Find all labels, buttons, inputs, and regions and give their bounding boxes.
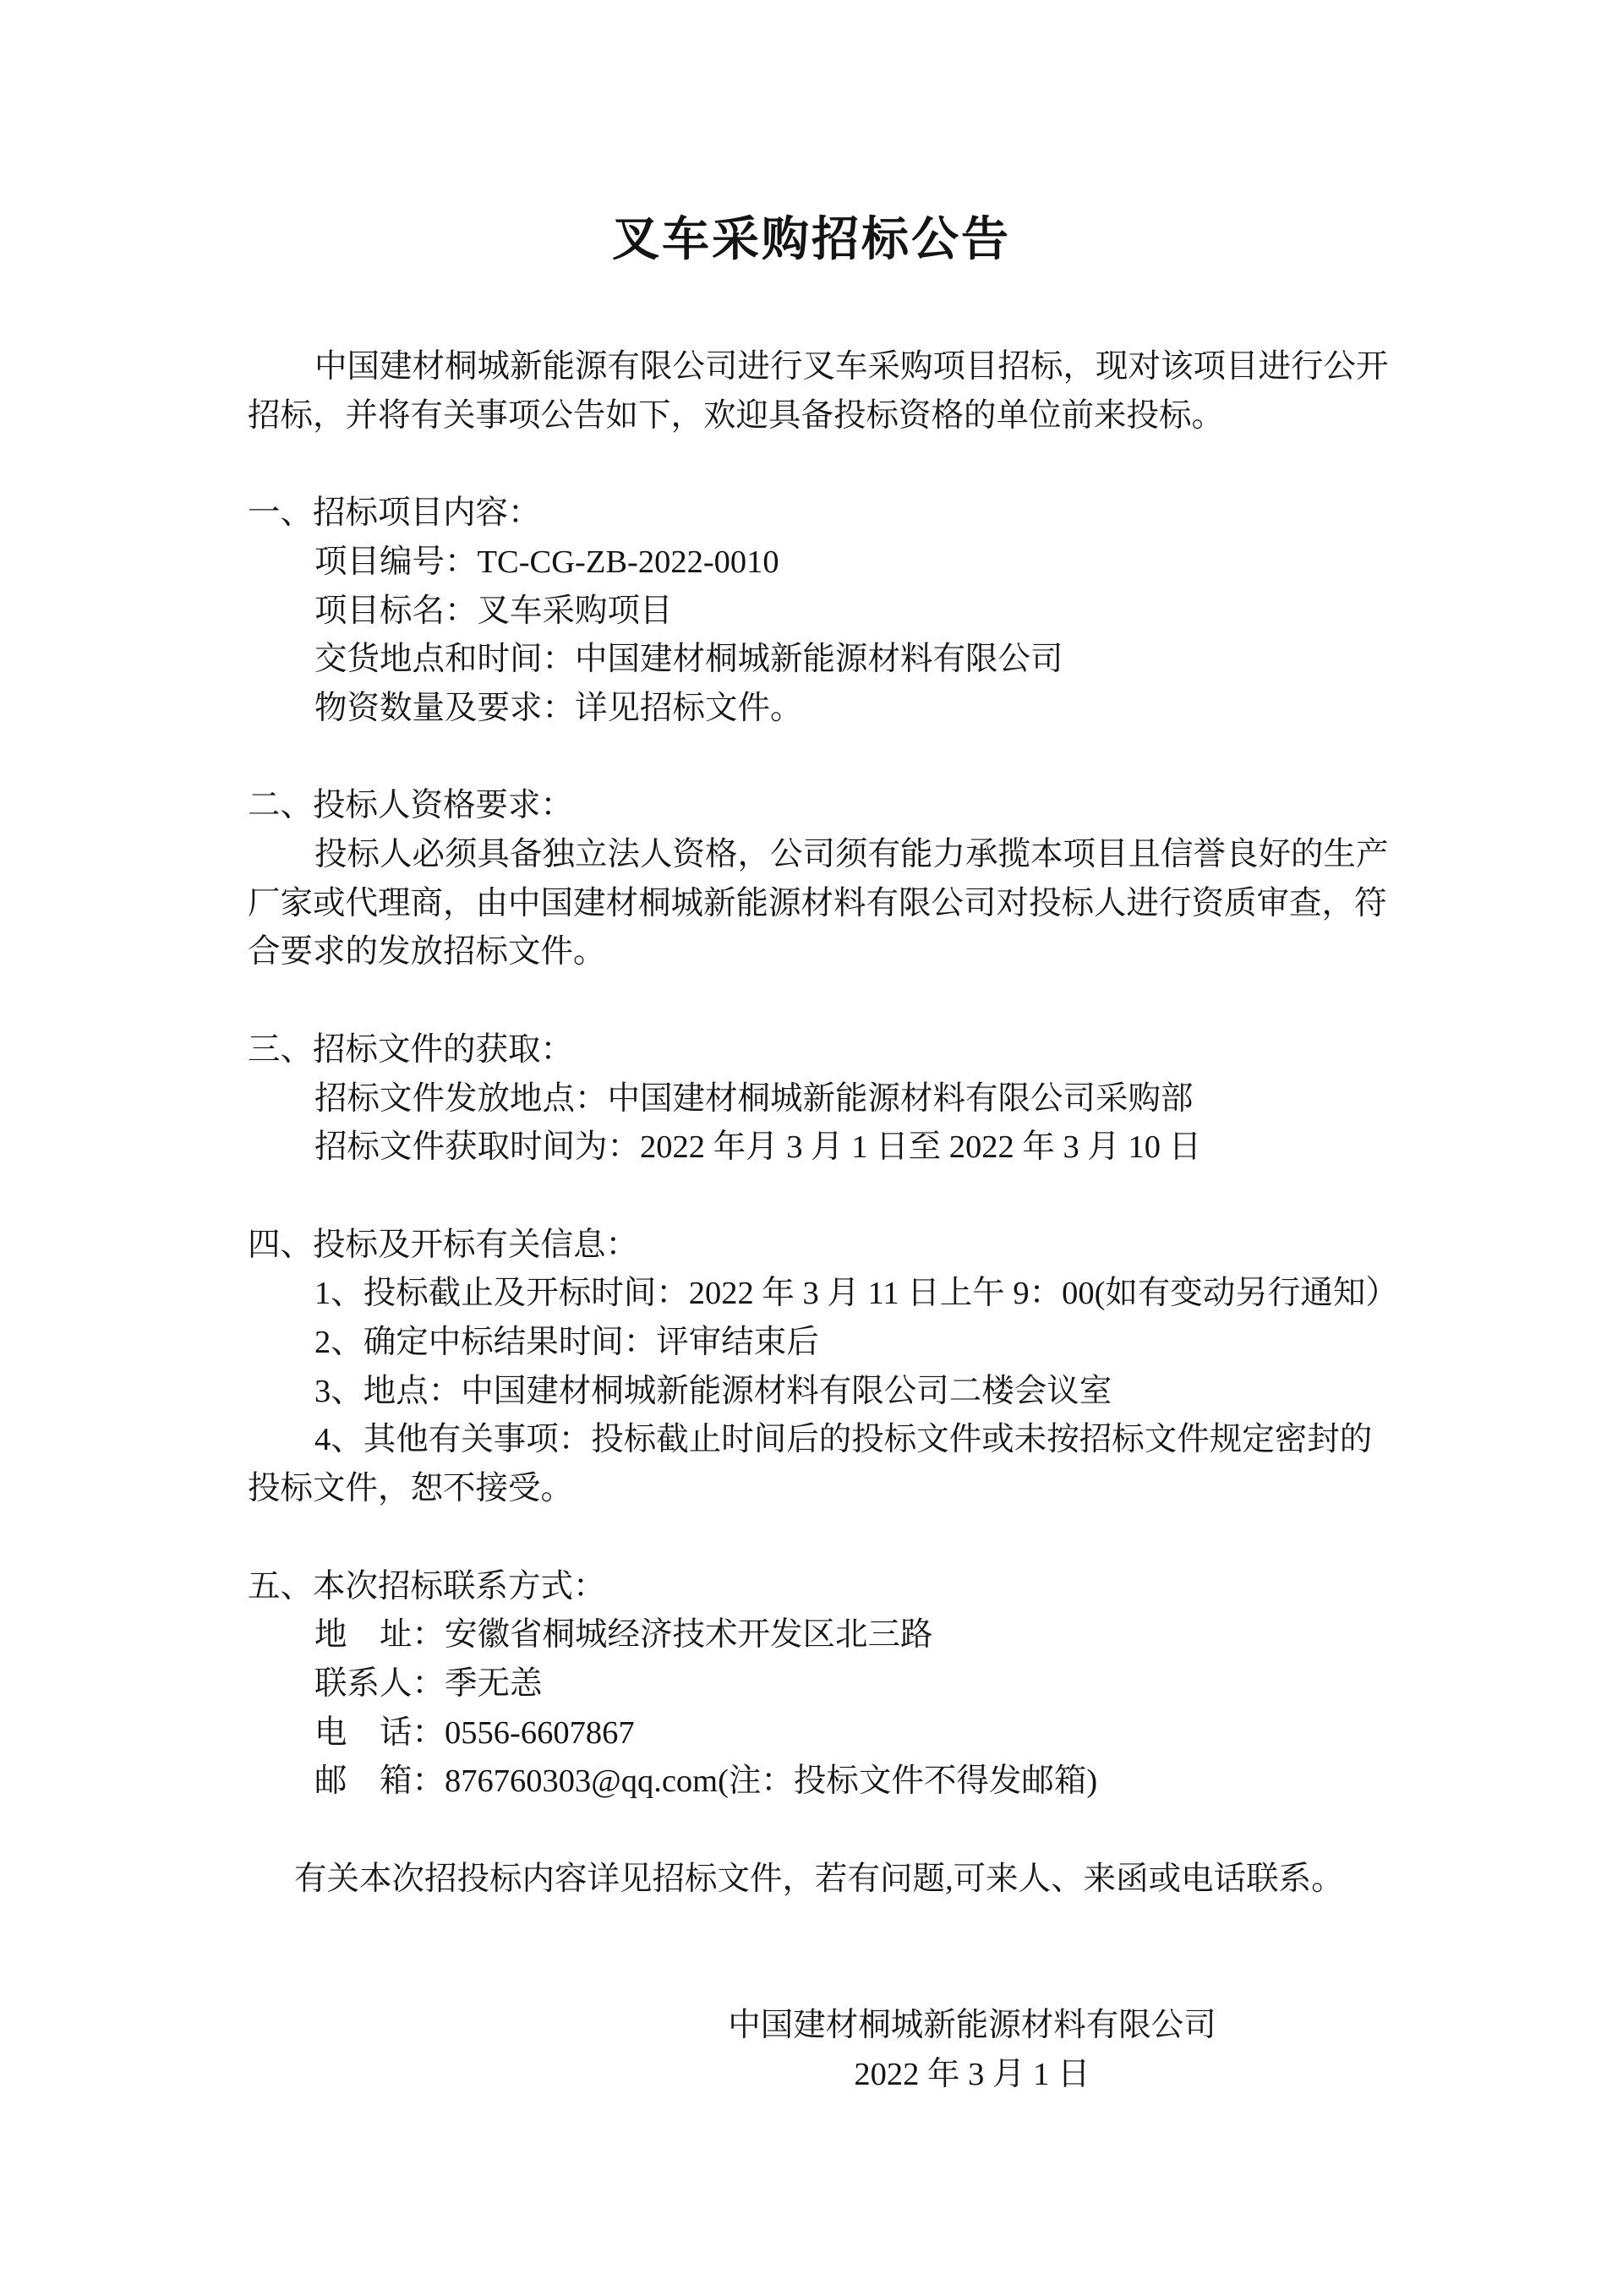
section-3-heading: 三、招标文件的获取： [248, 1032, 574, 1068]
qualification-line-3: 合要求的发放招标文件。 [248, 934, 606, 970]
section-5-heading: 五、本次招标联系方式： [248, 1569, 606, 1604]
contact-phone: 电 话：0556-6607867 [314, 1715, 635, 1751]
document-obtain-time: 招标文件获取时间为：2022 年月 3 月 1 日至 2022 年 3 月 10 日 [314, 1129, 1202, 1165]
contact-address: 地 址：安徽省桐城经济技术开发区北三路 [314, 1617, 933, 1653]
document-issue-place: 招标文件发放地点：中国建材桐城新能源材料有限公司采购部 [314, 1081, 1194, 1117]
qualification-line-2: 厂家或代理商，由中国建材桐城新能源材料有限公司对投标人进行资质审查，符 [248, 886, 1387, 921]
intro-line-1: 中国建材桐城新能源有限公司进行叉车采购项目招标，现对该项目进行公开 [314, 349, 1389, 385]
section-1-heading: 一、招标项目内容： [248, 495, 541, 531]
section-4-heading: 四、投标及开标有关信息： [248, 1227, 639, 1263]
other-matters-line-1: 4、其他有关事项：投标截止时间后的投标文件或未按招标文件规定密封的 [314, 1422, 1373, 1457]
closing-note: 有关本次招投标内容详见招标文件，若有问题,可来人、来函或电话联系。 [294, 1861, 1344, 1897]
section-2-heading: 二、投标人资格要求： [248, 788, 574, 823]
bid-deadline: 1、投标截止及开标时间：2022 年 3 月 11 日上午 9：00(如有变动另行通知） [314, 1276, 1398, 1311]
document-title: 叉车采购招标公告 [612, 214, 1011, 266]
result-time: 2、确定中标结果时间：评审结束后 [314, 1325, 819, 1360]
signature-date: 2022 年 3 月 1 日 [854, 2057, 1090, 2092]
goods-quantity: 物资数量及要求：详见招标文件。 [314, 691, 803, 726]
contact-person: 联系人：季无恙 [314, 1666, 543, 1702]
project-number: 项目编号：TC-CG-ZB-2022-0010 [314, 544, 779, 580]
intro-line-2: 招标，并将有关事项公告如下，欢迎具备投标资格的单位前来投标。 [248, 398, 1225, 434]
contact-email: 邮 箱：876760303@qq.com(注：投标文件不得发邮箱) [314, 1763, 1098, 1799]
signature-company: 中国建材桐城新能源材料有限公司 [728, 2008, 1216, 2043]
project-name: 项目标名：叉车采购项目 [314, 593, 673, 629]
delivery-place-time: 交货地点和时间：中国建材桐城新能源材料有限公司 [314, 642, 1063, 677]
bid-place: 3、地点：中国建材桐城新能源材料有限公司二楼会议室 [314, 1374, 1112, 1409]
other-matters-line-2: 投标文件，恕不接受。 [248, 1471, 574, 1506]
qualification-line-1: 投标人必须具备独立法人资格，公司须有能力承揽本项目且信誉良好的生产 [314, 837, 1389, 872]
